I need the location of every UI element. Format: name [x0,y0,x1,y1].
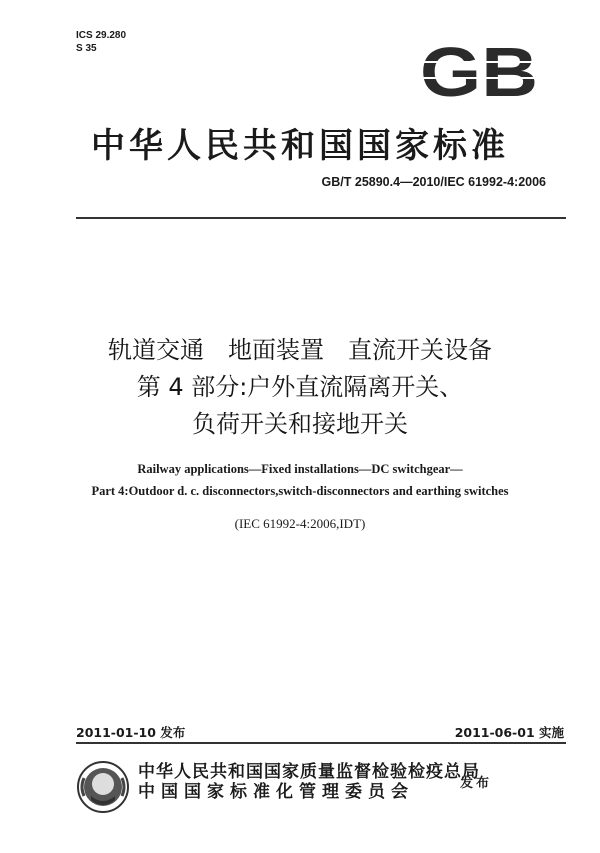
issue-date: 2011-01-10 发布 [76,725,186,740]
publish-label: 发布 [460,776,493,791]
standard-class-code: S 35 [76,43,97,54]
issuer-sac: 中国国家标准化管理委员会 [138,782,414,802]
english-title-line-1: Railway applications—Fixed installations—DC switchgear— [137,462,463,476]
implementation-date: 2011-06-01 实施 [454,725,564,740]
chinese-title-line-2: 第 4 部分:户外直流隔离开关、 [136,373,464,401]
gb-logo [418,38,540,102]
issuer-aqsiq: 中华人民共和国国家质量监督检验检疫总局 [138,762,480,782]
ics-classification [76,29,126,55]
chinese-title-line-3: 负荷开关和接地开关 [192,410,408,438]
english-title [0,458,600,502]
chinese-title [0,332,600,443]
top-divider [76,217,566,219]
chinese-title-line-1: 轨道交通 地面装置 直流开关设备 [108,336,492,364]
standard-number: GB/T 25890.4—2010/IEC 61992-4:2006 [321,175,546,189]
equivalence-note: (IEC 61992-4:2006,IDT) [234,516,366,531]
ics-code: ICS 29.280 [76,30,127,41]
english-title-line-2: Part 4:Outdoor d. c. disconnectors,switch-disconnectors and earthing switches [91,484,509,498]
issuing-authorities [138,762,480,802]
national-emblem-icon [76,760,130,814]
gb-logo-text: GB [420,38,538,102]
standard-category-title: 中华人民共和国国家标准 [91,126,509,166]
bottom-divider [76,742,566,744]
